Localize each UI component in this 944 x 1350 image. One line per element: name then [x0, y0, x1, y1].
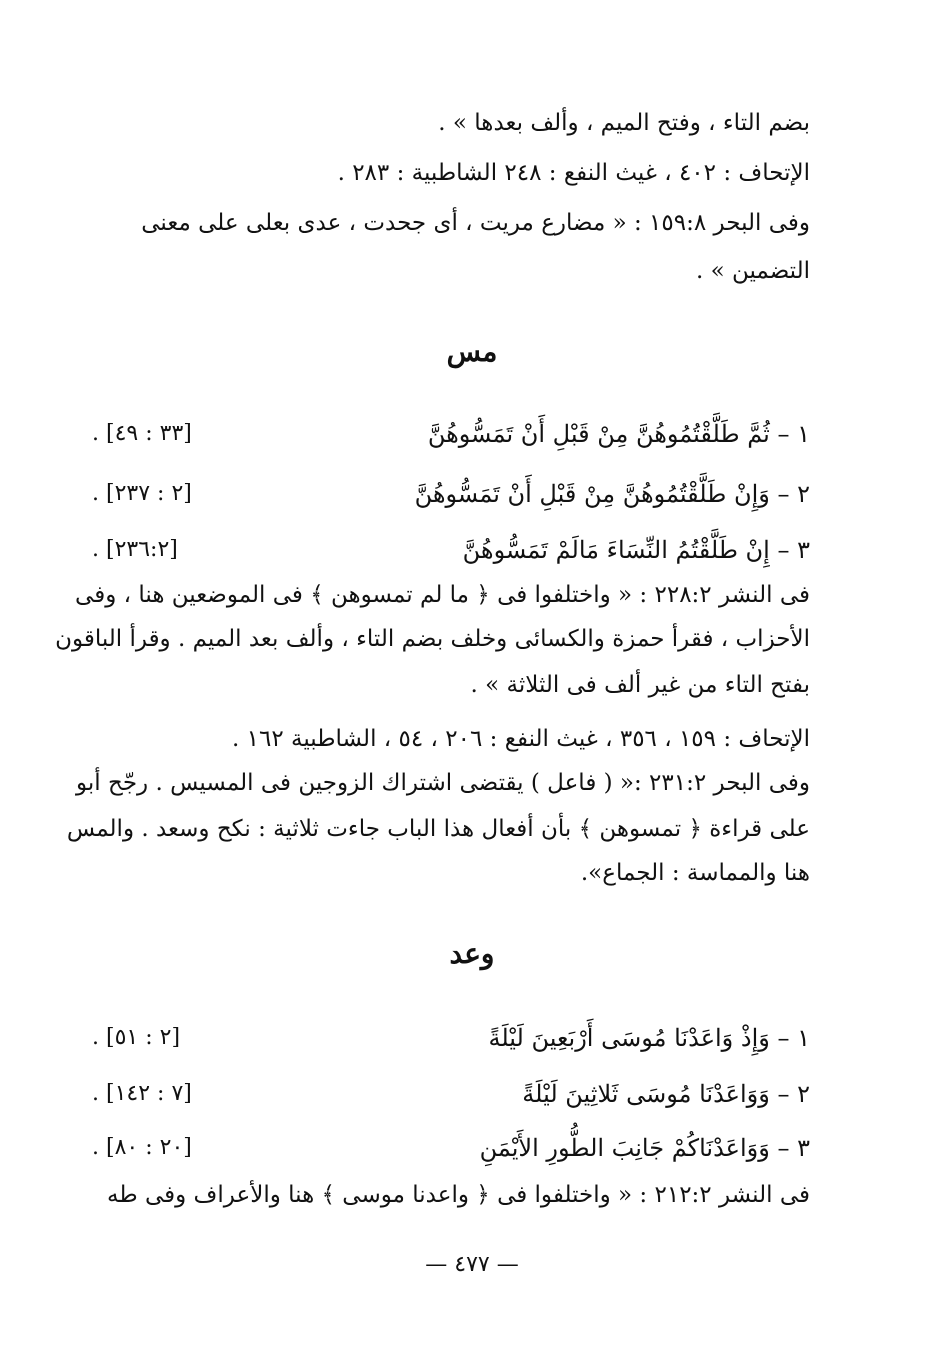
- text-line: بضم التاء ، وفتح الميم ، وألف بعدها » .: [438, 110, 810, 136]
- section-heading-mas: مس: [446, 335, 498, 368]
- note-line: هنا والمماسة : الجماع».: [580, 860, 810, 886]
- verse-reference: [٧ : ١٤٢] .: [92, 1081, 192, 1106]
- text-line: التضمين » .: [695, 258, 810, 284]
- verse-reference: [٢ : ٢٣٧] .: [92, 481, 192, 506]
- citation-line: الإتحاف : ١٥٩ ، ٣٥٦ ، غيث النفع : ٢٠٦ ، ٥٤ ، الشاطبية ١٦٢ .: [232, 726, 810, 752]
- note-line: على قراءة ﴿ تمسوهن ﴾ بأن أفعال هذا الباب جاءت ثلاثية : نكح وسعد . والمس: [66, 816, 810, 842]
- note-line: فى النشر ٢٢٨:٢ : « واختلفوا فى ﴿ ما لم تمسوهن ﴾ فى الموضعين هنا ، وفى: [75, 582, 810, 608]
- note-line: فى النشر ٢١٢:٢ : « واختلفوا فى ﴿ واعدنا موسى ﴾ هنا والأعراف وفى طه: [107, 1182, 810, 1208]
- note-line: الأحزاب ، فقرأ حمزة والكسائى وخلف بضم التاء ، وألف بعد الميم . وقرأ الباقون: [55, 626, 810, 652]
- verse-reference: [٢٠ : ٨٠] .: [92, 1135, 192, 1160]
- verse-reference: [٣٣ : ٤٩] .: [92, 421, 192, 446]
- verse-reference: [٢ : ٥١] .: [92, 1025, 181, 1050]
- note-line: بفتح التاء من غير ألف فى الثلاثة » .: [470, 672, 810, 698]
- verse-line: ١ – ثُمَّ طَلَّقْتُمُوهُنَّ مِنْ قَبْلِ أَنْ تَمَسُّوهُنَّ: [427, 420, 810, 448]
- verse-line: ٣ – إِنْ طَلَّقْتُمُ النِّسَاءَ مَالَمْ تَمَسُّوهُنَّ: [462, 536, 810, 564]
- text-line: وفى البحر ١٥٩:٨ : « مضارع مريت ، أى جحدت ، عدى بعلى على معنى: [141, 210, 810, 236]
- note-line: وفى البحر ٢٣١:٢ :« ( فاعل ) يقتضى اشتراك الزوجين فى المسيس . رجّح أبو: [76, 770, 810, 796]
- citation-line: الإتحاف : ٤٠٢ ، غيث النفع : ٢٤٨ الشاطبية : ٢٨٣ .: [337, 160, 810, 186]
- verse-reference: [٢٣٦:٢] .: [92, 537, 178, 562]
- verse-line: ٣ – وَوَاعَدْنَاكُمْ جَانِبَ الطُّورِ الأَيْمَنِ: [479, 1134, 810, 1162]
- section-heading-waad: وعد: [449, 937, 495, 970]
- verse-line: ٢ – وَوَاعَدْنَا مُوسَى ثَلاثِينَ لَيْلَةً: [522, 1080, 810, 1108]
- page-number: — ٤٧٧ —: [425, 1252, 519, 1277]
- verse-line: ٢ – وَإِنْ طَلَّقْتُمُوهُنَّ مِنْ قَبْلِ أَنْ تَمَسُّوهُنَّ: [414, 480, 810, 508]
- verse-line: ١ – وَإِذْ وَاعَدْنَا مُوسَى أَرْبَعِينَ لَيْلَةً: [488, 1024, 810, 1052]
